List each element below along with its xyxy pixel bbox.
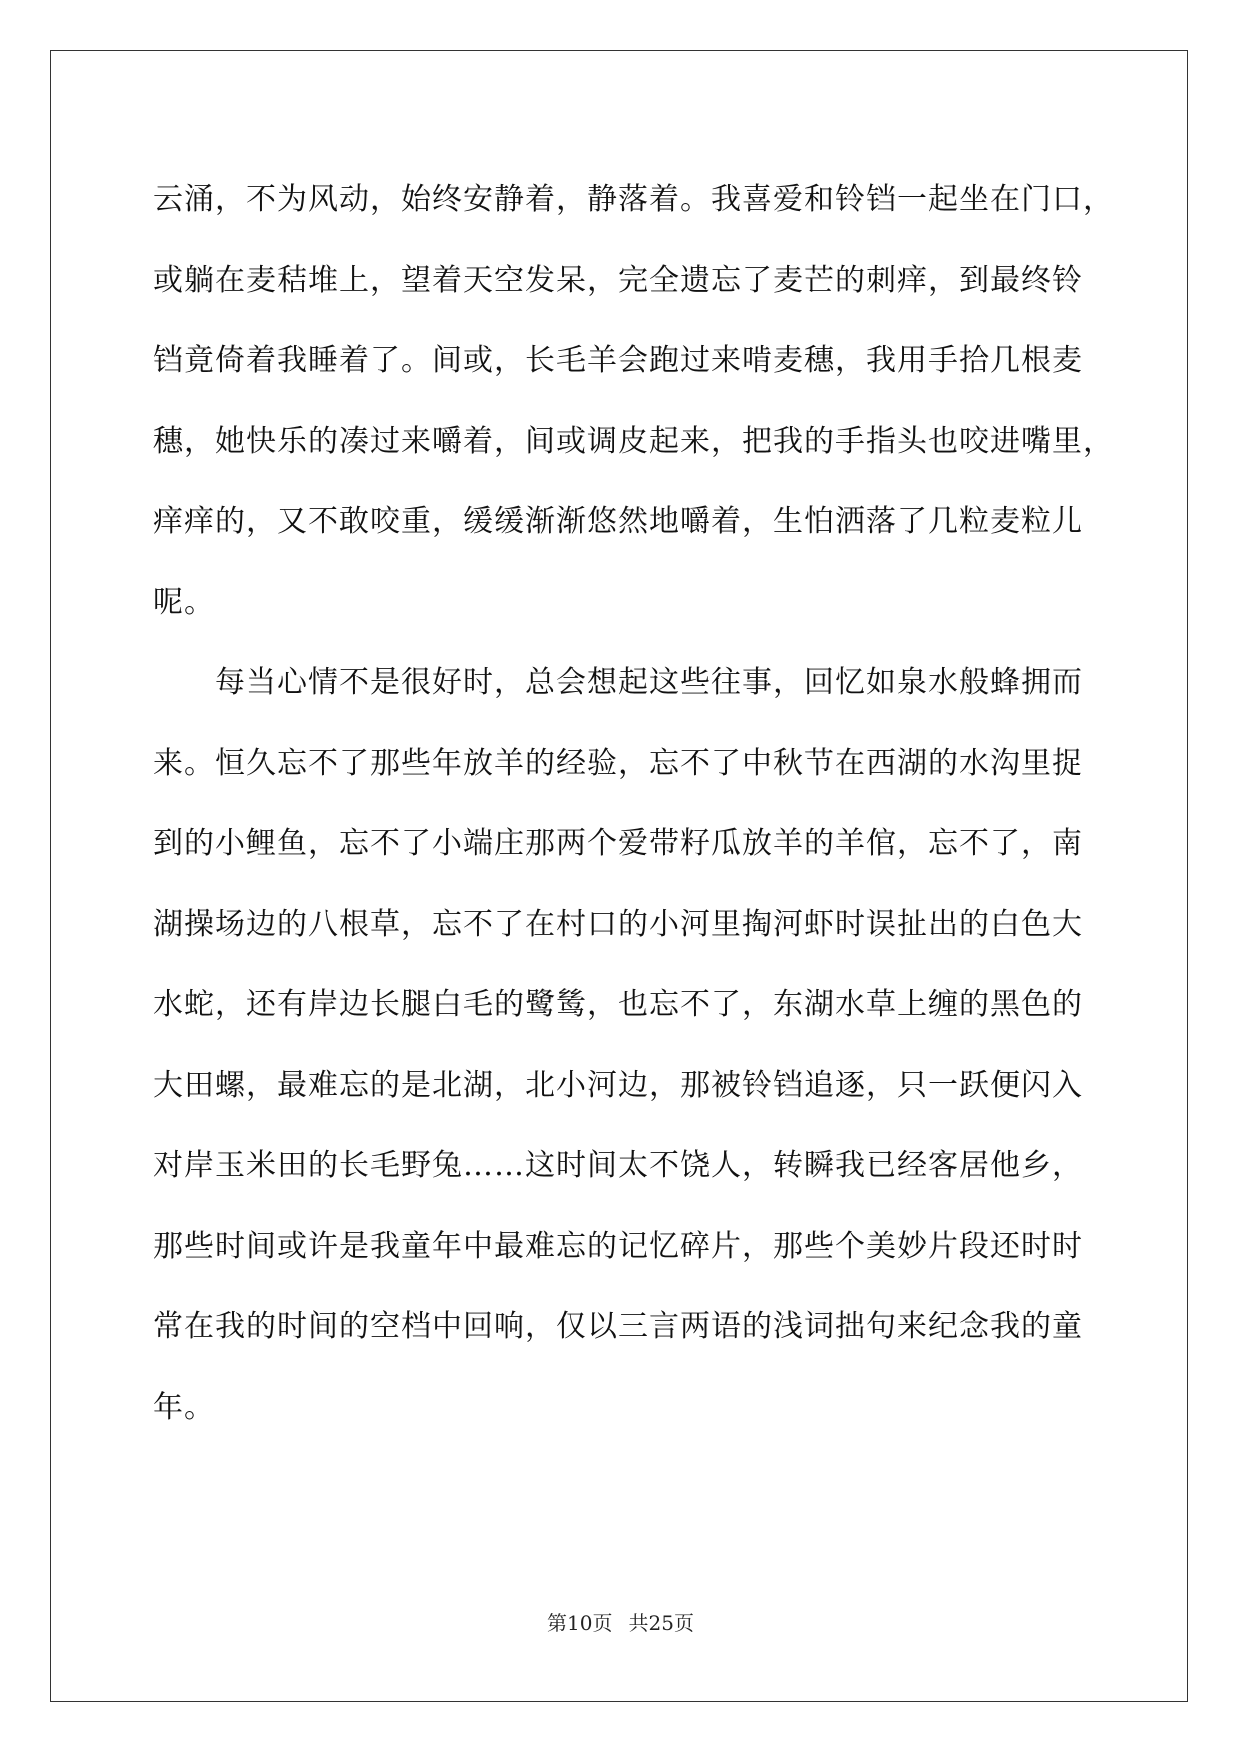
text-line: 到的小鲤鱼，忘不了小端庄那两个爱带籽瓜放羊的羊倌，忘不了，南 [153, 826, 1083, 861]
paragraph-1 [153, 160, 1114, 643]
text-line: 痒痒的，又不敢咬重，缓缓渐渐悠然地嚼着，生怕洒落了几粒麦粒儿 [153, 504, 1083, 539]
text-line: 那些时间或许是我童年中最难忘的记忆碎片，那些个美妙片段还时时 [153, 1228, 1083, 1264]
text-line: 每当心情不是很好时，总会想起这些往事，回忆如泉水般蜂拥而 [153, 665, 1083, 700]
page-total: 共25页 [628, 1611, 694, 1635]
text-line: 铛竟倚着我睡着了。间或，长毛羊会跑过来啃麦穗，我用手拾几根麦 [153, 343, 1083, 378]
paragraph-2 [153, 643, 1093, 1448]
text-line: 云涌，不为风动，始终安静着，静落着。我喜爱和铃铛一起坐在门口， [153, 182, 1114, 217]
text-line: 或躺在麦秸堆上，望着天空发呆，完全遗忘了麦芒的刺痒，到最终铃 [153, 262, 1083, 298]
text-line: 呢。 [153, 584, 215, 620]
text-line: 常在我的时间的空档中回响，仅以三言两语的浅词拙句来纪念我的童 [153, 1309, 1083, 1344]
text-line: 来。恒久忘不了那些年放羊的经验，忘不了中秋节在西湖的水沟里捉 [153, 745, 1083, 781]
page-footer [0, 1611, 1241, 1635]
page-number: 第10页 [547, 1611, 613, 1635]
text-line: 年。 [153, 1389, 215, 1425]
text-line: 穗，她快乐的凑过来嚼着，间或调皮起来，把我的手指头也咬进嘴里， [153, 423, 1114, 459]
text-line: 水蛇，还有岸边长腿白毛的鹭鸶，也忘不了，东湖水草上缠的黑色的 [153, 987, 1083, 1022]
text-line: 湖操场边的八根草，忘不了在村口的小河里掏河虾时误扯出的白色大 [153, 906, 1083, 942]
text-line: 大田螺，最难忘的是北湖，北小河边，那被铃铛追逐，只一跃便闪入 [153, 1067, 1083, 1103]
document-body [153, 160, 1114, 1448]
text-line: 对岸玉米田的长毛野兔……这时间太不饶人，转瞬我已经客居他乡， [153, 1148, 1083, 1183]
